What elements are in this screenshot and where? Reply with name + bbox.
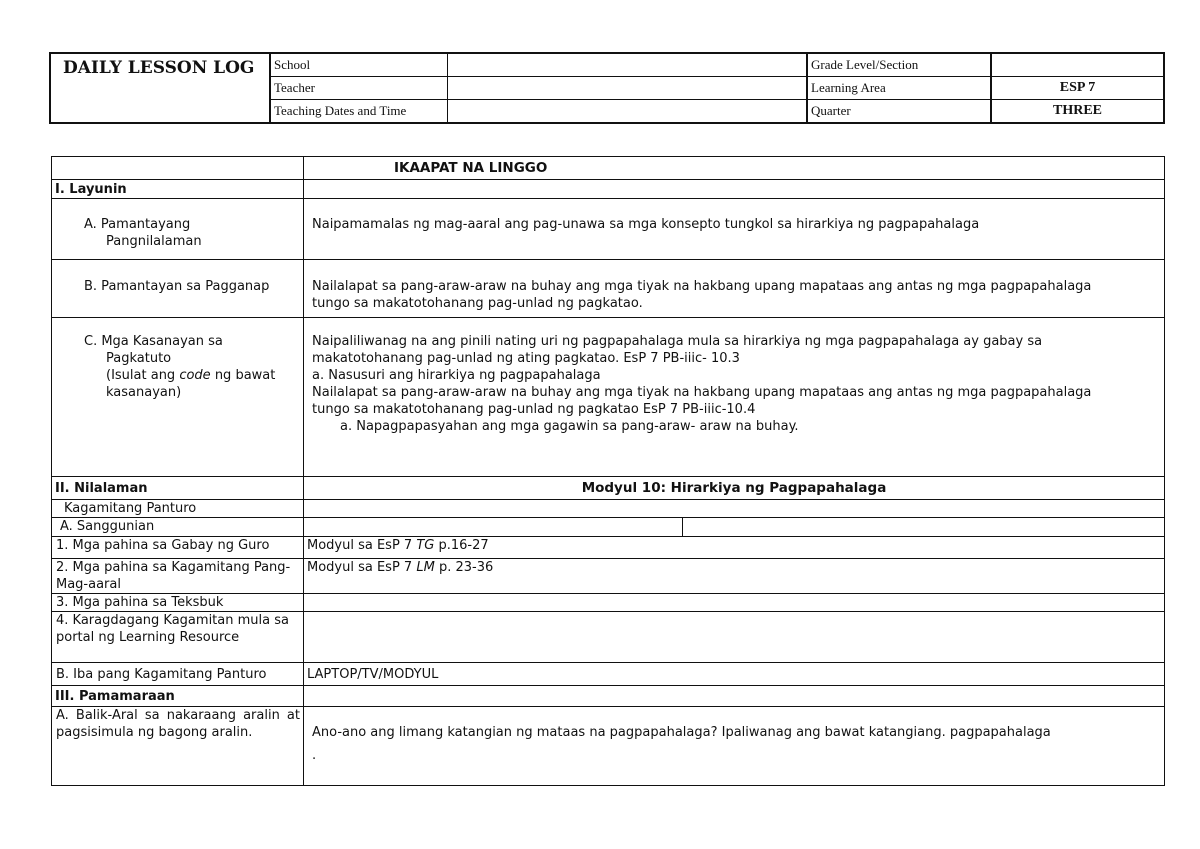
competency-second: Nailalapat sa pang-araw-araw na buhay ang mga tiyak na hakbang upang mapataas ang antas ng mga pagpapahalaga tungo sa makatotohanang pag-unlad ng pagkatao EsP 7 PB-iiic-10.4: [312, 385, 1092, 417]
review-dot: .: [312, 748, 317, 763]
competencies-label-part-a: (Isulat ang: [106, 368, 180, 383]
grade-level-value[interactable]: [991, 53, 1164, 77]
blank-cell: [52, 157, 304, 180]
competency-second-sub-a: a. Napagpapasyahan ang mga gagawin sa pang-araw- araw na buhay.: [340, 419, 799, 434]
tg-part-a: Modyul sa EsP 7: [307, 538, 417, 553]
objectives-heading: I. Layunin: [52, 180, 304, 199]
objectives-value: [304, 180, 1165, 199]
textbook-pages-value: [304, 594, 1165, 612]
competencies-label-code: code: [179, 368, 211, 383]
learner-material-pages-label: 2. Mga pahina sa Kagamitang Pang- Mag-aaral: [52, 559, 304, 594]
content-standard-label-line1: A. Pamantayang: [84, 217, 191, 232]
learner-material-pages-value: [304, 559, 1165, 594]
review-text-cell: [304, 707, 1165, 786]
learning-resources-label: Kagamitang Panturo: [52, 500, 304, 518]
teacher-guide-pages-value: [304, 537, 1165, 559]
content-standard-text: Naipamamalas ng mag-aaral ang pag-unawa sa mga konsepto tungkol sa hirarkiya ng pagpapahalaga: [304, 199, 1165, 260]
learning-area-value[interactable]: ESP 7: [991, 77, 1164, 100]
lesson-log-header: [49, 52, 1165, 124]
content-standard-label: [52, 199, 304, 260]
other-materials-value: LAPTOP/TV/MODYUL: [304, 663, 1165, 686]
additional-materials-value: [304, 612, 1165, 663]
competencies-label-line1: C. Mga Kasanayan sa: [84, 334, 223, 349]
learning-competencies-text: [304, 318, 1165, 477]
lm-abbrev: LM: [416, 560, 435, 575]
competencies-label-line4: kasanayan): [106, 385, 182, 400]
grade-level-label: Grade Level/Section: [807, 53, 991, 77]
learning-area-label: Learning Area: [807, 77, 991, 100]
textbook-pages-label: 3. Mga pahina sa Teksbuk: [52, 594, 304, 612]
additional-materials-label: 4. Karagdagang Kagamitan mula sa portal ng Learning Resource: [52, 612, 304, 663]
lesson-plan-table: [51, 156, 1165, 786]
other-materials-label: B. Iba pang Kagamitang Panturo: [52, 663, 304, 686]
references-value-right: [683, 518, 1165, 537]
competency-sub-a: a. Nasusuri ang hirarkiya ng pagpapahalaga: [312, 368, 601, 383]
competencies-label-part-c: ng bawat: [210, 368, 276, 383]
school-label: School: [270, 53, 447, 77]
references-value-left: [304, 518, 683, 537]
teaching-dates-label: Teaching Dates and Time: [270, 100, 447, 124]
learning-resources-value: [304, 500, 1165, 518]
competencies-label-line2: Pagkatuto: [106, 351, 172, 366]
week-title: IKAAPAT NA LINGGO: [304, 157, 1165, 180]
competency-main: Naipaliliwanag na ang pinili nating uri ng pagpapahalaga mula sa hirarkiya ng mga pagpapahalaga ay gabay sa makatotohanang pag-unlad ng ating pagkatao. EsP 7 PB-iiic- 10.3: [312, 334, 1043, 366]
tg-part-c: p.16-27: [434, 538, 489, 553]
module-title: Modyul 10: Hirarkiya ng Pagpapahalaga: [304, 477, 1165, 500]
review-text: Ano-ano ang limang katangian ng mataas na pagpapahalaga? Ipaliwanag ang bawat katangiang. pagpapahalaga: [312, 725, 1051, 740]
teacher-value[interactable]: [447, 77, 807, 100]
performance-standard-label: B. Pamantayan sa Pagganap: [52, 260, 304, 318]
review-label: A. Balik-Aral sa nakaraang aralin at pagsisimula ng bagong aralin.: [52, 707, 304, 786]
lm-part-c: p. 23-36: [434, 560, 494, 575]
quarter-value[interactable]: THREE: [991, 100, 1164, 124]
references-label: A. Sanggunian: [52, 518, 304, 537]
lm-part-a: Modyul sa EsP 7: [307, 560, 417, 575]
performance-standard-text: Nailalapat sa pang-araw-araw na buhay ang mga tiyak na hakbang upang mapataas ang antas ng mga pagpapahalaga tungo sa makatotohanang pag-unlad ng pagkatao.: [304, 260, 1165, 318]
content-heading: II. Nilalaman: [52, 477, 304, 500]
school-value[interactable]: [447, 53, 807, 77]
competencies-label-line3: [84, 367, 300, 384]
procedure-heading: III. Pamamaraan: [52, 686, 304, 707]
teacher-guide-pages-label: 1. Mga pahina sa Gabay ng Guro: [52, 537, 304, 559]
quarter-label: Quarter: [807, 100, 991, 124]
teacher-label: Teacher: [270, 77, 447, 100]
document-title: DAILY LESSON LOG: [50, 53, 270, 123]
learning-competencies-label: [52, 318, 304, 477]
procedure-value: [304, 686, 1165, 707]
teaching-dates-value[interactable]: [447, 100, 807, 124]
tg-abbrev: TG: [416, 538, 435, 553]
content-standard-label-line2: Pangnilalaman: [106, 234, 202, 249]
